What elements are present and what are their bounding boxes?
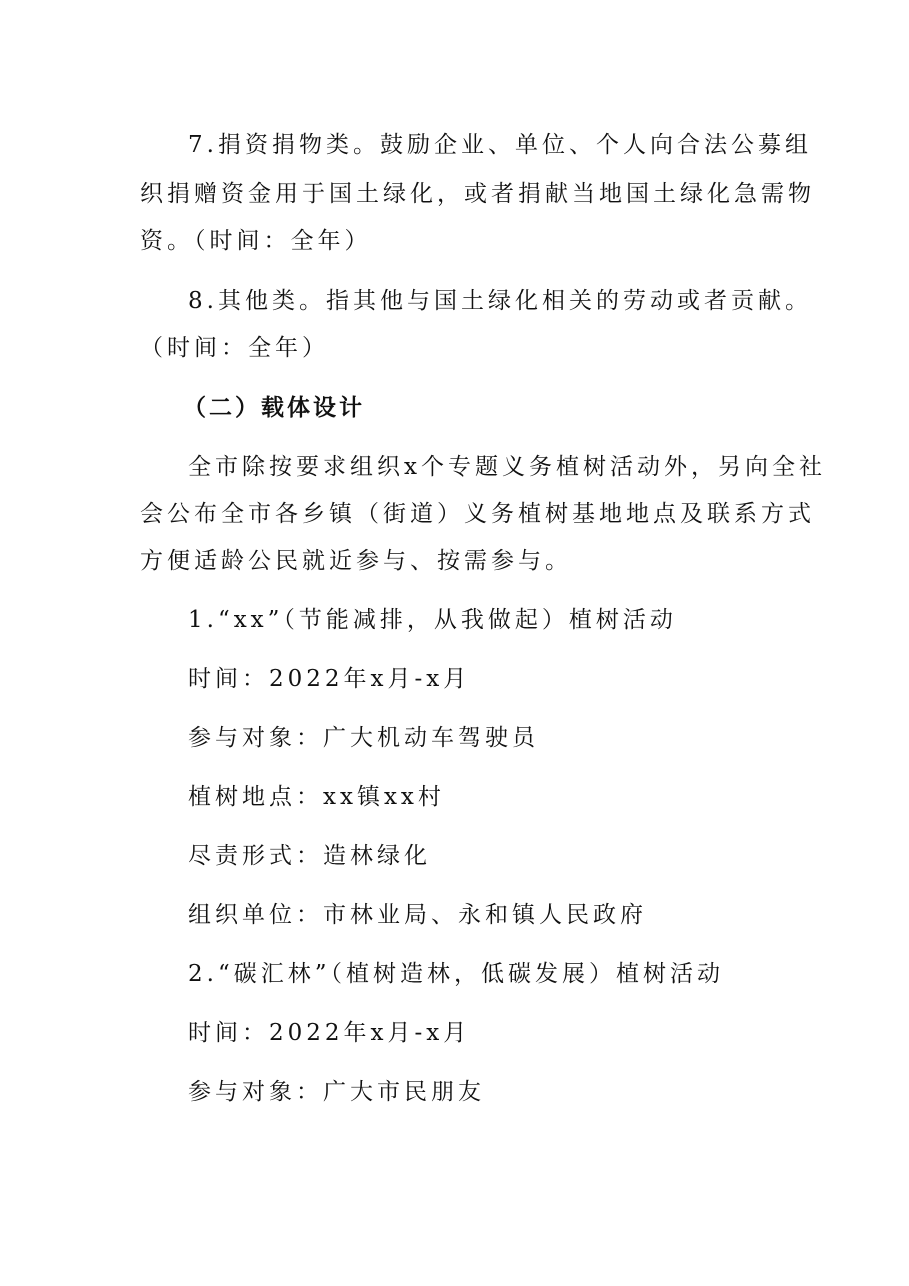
- activity2-participants: 参与对象：广大市民朋友: [188, 1079, 485, 1105]
- para7-line3: 资。（时间：全年）: [140, 228, 372, 254]
- intro-line1: 全市除按要求组织x个专题义务植树活动外，另向全社: [188, 454, 826, 480]
- activity1-title: 1.“xx”（节能减排，从我做起）植树活动: [188, 607, 677, 633]
- activity1-location: 植树地点：xx镇xx村: [188, 784, 445, 810]
- activity1-organizer: 组织单位：市林业局、永和镇人民政府: [188, 902, 647, 928]
- intro-line2: 会公布全市各乡镇（街道）义务植树基地地点及联系方式: [140, 501, 815, 527]
- para7-line1: 7.捐资捐物类。鼓励企业、单位、个人向合法公募组: [188, 132, 812, 158]
- para8-line2: （时间：全年）: [140, 335, 329, 361]
- para7-line2: 织捐赠资金用于国土绿化，或者捐献当地国土绿化急需物: [140, 181, 815, 207]
- activity1-form: 尽责形式：造林绿化: [188, 843, 431, 869]
- section-heading: （二）载体设计: [183, 394, 365, 421]
- intro-line3: 方便适龄公民就近参与、按需参与。: [140, 548, 572, 574]
- activity1-time: 时间：2022年x月-x月: [188, 666, 471, 692]
- activity2-time: 时间：2022年x月-x月: [188, 1020, 471, 1046]
- activity1-participants: 参与对象：广大机动车驾驶员: [188, 725, 539, 751]
- activity2-title: 2.“碳汇林”（植树造林，低碳发展）植树活动: [188, 961, 724, 987]
- para8-line1: 8.其他类。指其他与国土绿化相关的劳动或者贡献。: [188, 288, 812, 314]
